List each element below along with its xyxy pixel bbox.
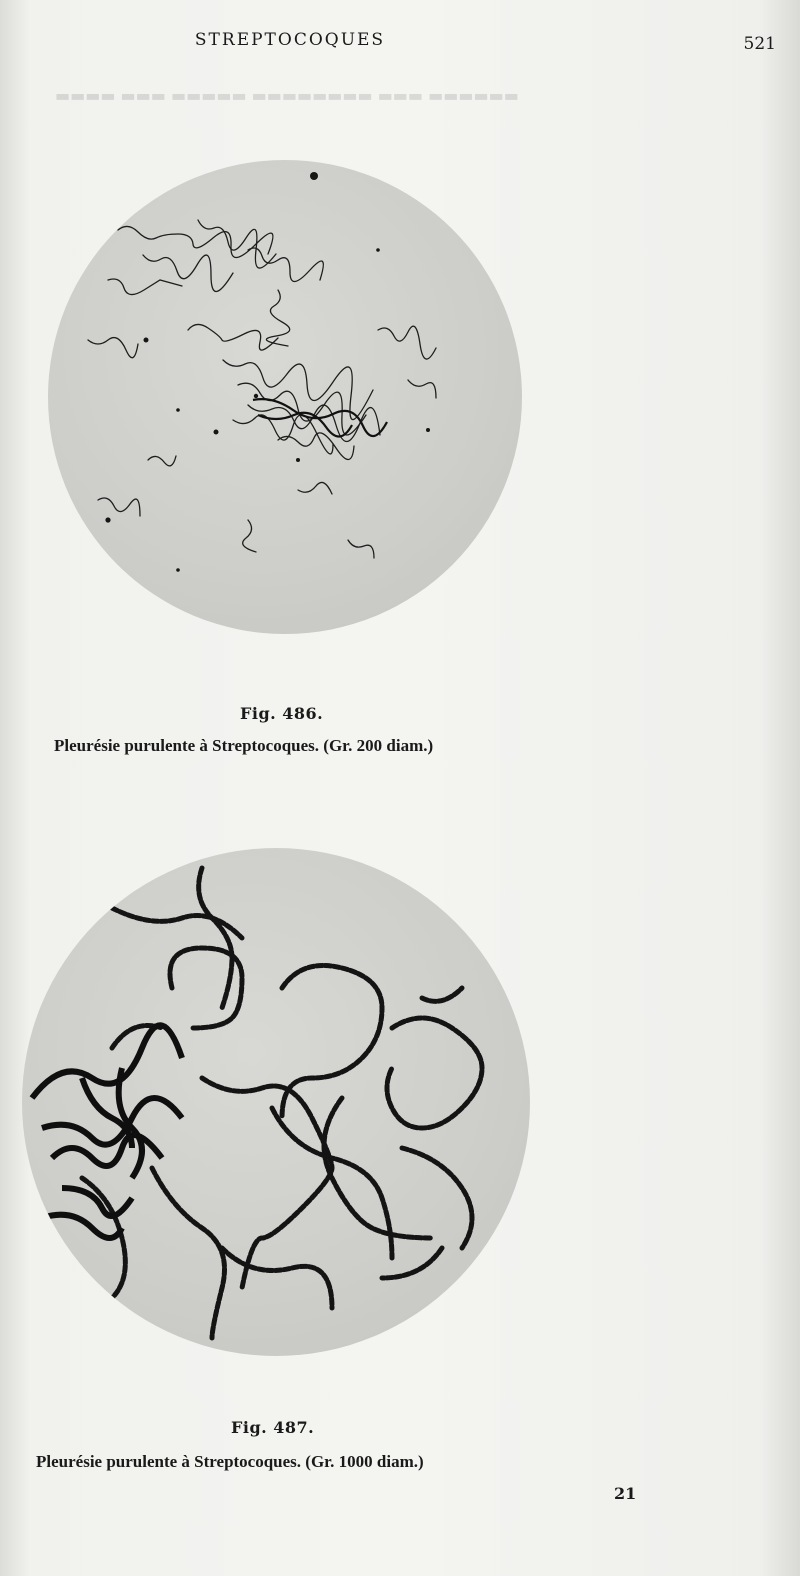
micrograph-487-drawing [22, 848, 530, 1356]
page-number: 521 [743, 34, 776, 54]
figure-486-label: Fig. 486. [240, 704, 324, 723]
micrograph-figure-487 [22, 848, 530, 1356]
running-title: STREPTOCOQUES [194, 30, 386, 50]
signature-mark: 21 [614, 1484, 637, 1503]
figure-486-caption: Pleurésie purulente à Streptocoques. (Gr. 200 diam.) [54, 736, 434, 755]
figure-487-caption: Pleurésie purulente à Streptocoques. (Gr. 1000 diam.) [36, 1452, 424, 1471]
book-page: STREPTOCOQUES 521 ▬▬▬▬ ▬▬▬ ▬▬▬▬▬ ▬▬▬▬▬▬▬▬ ▬▬▬ ▬▬▬▬▬▬ Fig. 486. Pleurésie purulente à Streptocoques. (Gr. 200 diam.) Fig. 487. Pleurésie purulente à Streptocoques. (Gr. 1000 diam.) 21 [0, 0, 800, 1576]
figure-487-label: Fig. 487. [231, 1418, 315, 1437]
micrograph-figure-486 [48, 160, 522, 634]
micrograph-486-drawing [48, 160, 522, 634]
